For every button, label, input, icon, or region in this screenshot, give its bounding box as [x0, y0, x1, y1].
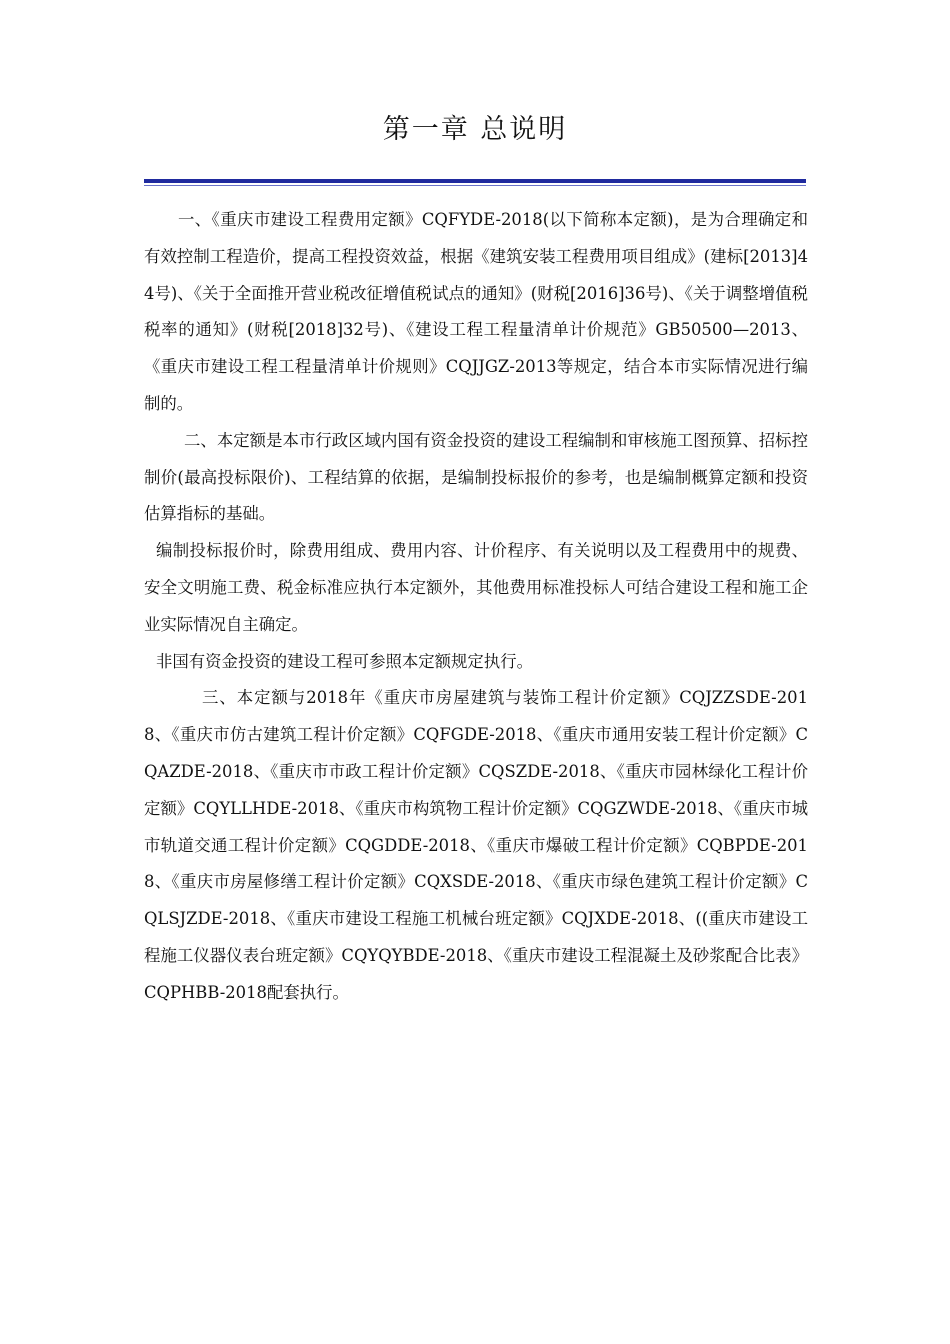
paragraph-application: 二、本定额是本市行政区域内国有资金投资的建设工程编制和审核施工图预算、招标控制价(最高投标限价)、工程结算的依据，是编制投标报价的参考，也是编制概算定额和投资估算指标的基础。	[144, 430, 808, 524]
paragraph-bidding: 编制投标报价时，除费用组成、费用内容、计价程序、有关说明以及工程费用中的规费、安全文明施工费、税金标准应执行本定额外，其他费用标准投标人可结合建设工程和施工企业实际情况自主确定。	[144, 541, 808, 634]
body-text	[144, 202, 808, 1012]
title-divider-shadow	[144, 185, 806, 186]
title-divider	[144, 179, 806, 183]
paragraph-related-quotas: 三、本定额与2018年《重庆市房屋建筑与装饰工程计价定额》CQJZZSDE-2018、《重庆市仿古建筑工程计价定额》CQFGDE-2018、《重庆市通用安装工程计价定额》CQAZDE-2018、《重庆市市政工程计价定额》CQSZDE-2018、《重庆市园林绿化工程计价定额》CQYLLHDE-2018、《重庆市构筑物工程计价定额》CQGZWDE-2018、《重庆市城市轨道交通工程计价定额》CQGDDE-2018、《重庆市爆破工程计价定额》CQBPDE-2018、《重庆市房屋修缮工程计价定额》CQXSDE-2018、《重庆市绿色建筑工程计价定额》CQLSJZDE-2018、《重庆市建设工程施工机械台班定额》CQJXDE-2018、((重庆市建设工程施工仪器仪表台班定额》CQYQYBDE-2018、《重庆市建设工程混凝土及砂浆配合比表》CQPHBB-2018配套执行。	[144, 688, 808, 1002]
paragraph-scope: 一、《重庆市建设工程费用定额》CQFYDE-2018(以下简称本定额)，是为合理确定和有效控制工程造价，提高工程投资效益，根据《建筑安装工程费用项目组成》(建标[2013]44号)、《关于全面推开营业税改征增值税试点的通知》(财税[2016]36号)、《关于调整增值税税率的通知》(财税[2018]32号)、《建设工程工程量清单计价规范》GB50500—2013、《重庆市建设工程工程量清单计价规则》CQJJGZ-2013等规定，结合本市实际情况进行编制的。	[144, 210, 808, 413]
paragraph-non-state: 非国有资金投资的建设工程可参照本定额规定执行。	[156, 651, 533, 671]
chapter-title: 第一章 总说明	[382, 114, 568, 145]
